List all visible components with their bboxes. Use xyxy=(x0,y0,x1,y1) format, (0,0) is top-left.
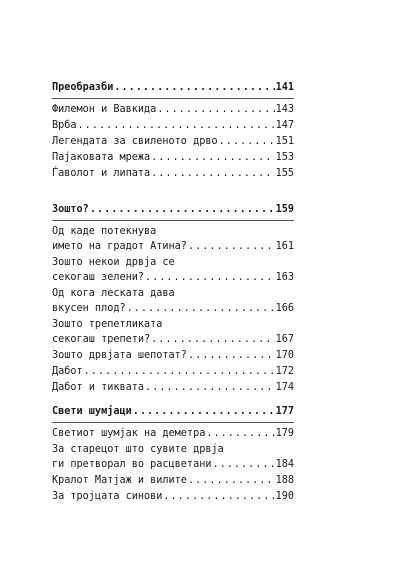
toc-entry[interactable] xyxy=(52,364,294,379)
section-title: Преобразби xyxy=(52,82,114,93)
entry-page-number: 172 xyxy=(275,366,294,377)
dot-leader xyxy=(188,348,275,363)
entry-title: Дабот xyxy=(52,366,83,377)
entry-page-number: 163 xyxy=(275,272,294,283)
toc-entry[interactable] xyxy=(52,489,294,504)
entry-page-number: 155 xyxy=(275,168,294,179)
toc-entry[interactable] xyxy=(52,380,294,395)
entry-title: Врба xyxy=(52,120,77,131)
dot-leader xyxy=(212,457,274,472)
section-heading[interactable] xyxy=(52,80,294,95)
toc-entry[interactable] xyxy=(52,473,294,488)
toc-entry[interactable] xyxy=(52,224,294,254)
section-page-number: 141 xyxy=(275,82,294,93)
toc-entry[interactable] xyxy=(52,317,294,347)
entry-page-number: 184 xyxy=(275,459,294,470)
dot-leader xyxy=(151,332,274,347)
entry-title-line: За старецот што сувите дрвја xyxy=(52,444,224,455)
entry-title-line: Од каде потекнува xyxy=(52,226,157,237)
section-heading[interactable] xyxy=(52,404,294,419)
dot-leader xyxy=(188,473,275,488)
entry-title: Ѓаволот и липата xyxy=(52,168,151,179)
entry-title: Зошто дрвјата шепотат? xyxy=(52,350,187,361)
entry-page-number: 174 xyxy=(275,382,294,393)
dot-leader xyxy=(151,150,274,165)
dot-leader xyxy=(127,301,275,316)
entry-page-number: 167 xyxy=(275,334,294,345)
entry-title: Пајаковата мрежа xyxy=(52,152,151,163)
entry-page-number: 179 xyxy=(275,428,294,439)
dot-leader xyxy=(145,270,275,285)
dot-leader xyxy=(163,489,274,504)
entry-title: Филемон и Вавкида xyxy=(52,104,157,115)
entry-title-line: Зошто некои дрвја се xyxy=(52,257,175,268)
entry-title: Дабот и тиквата xyxy=(52,382,145,393)
toc-section-3 xyxy=(52,404,294,505)
dot-leader xyxy=(90,202,275,217)
entry-page-number: 147 xyxy=(275,120,294,131)
section-page-number: 177 xyxy=(275,406,294,417)
entry-title: вкусен плод? xyxy=(52,303,126,314)
entry-title: ги претворал во расцветани xyxy=(52,459,212,470)
entry-page-number: 190 xyxy=(275,491,294,502)
entry-page-number: 151 xyxy=(275,136,294,147)
dot-leader xyxy=(114,80,274,95)
entry-page-number: 143 xyxy=(275,104,294,115)
toc-entry[interactable] xyxy=(52,166,294,181)
section-title: Свети шумјаци xyxy=(52,406,132,417)
section-divider xyxy=(52,98,294,99)
toc-entry[interactable] xyxy=(52,118,294,133)
toc-section-1 xyxy=(52,80,294,182)
toc-entry[interactable] xyxy=(52,134,294,149)
entry-title: Легендата за свиленото дрво xyxy=(52,136,218,147)
dot-leader xyxy=(151,166,274,181)
section-title: Зошто? xyxy=(52,204,89,215)
dot-leader xyxy=(78,118,275,133)
toc-entry[interactable] xyxy=(52,442,294,472)
dot-leader xyxy=(133,404,275,419)
toc-entry[interactable] xyxy=(52,348,294,363)
section-divider xyxy=(52,422,294,423)
dot-leader xyxy=(157,102,274,117)
dot-leader xyxy=(188,239,275,254)
entry-page-number: 166 xyxy=(275,303,294,314)
dot-leader xyxy=(84,364,275,379)
entry-title: Кралот Матјаж и вилите xyxy=(52,475,187,486)
toc-entry[interactable] xyxy=(52,426,294,441)
section-heading[interactable] xyxy=(52,202,294,217)
entry-page-number: 153 xyxy=(275,152,294,163)
dot-leader xyxy=(219,134,275,149)
toc-entry[interactable] xyxy=(52,102,294,117)
entry-title: името на градот Атина? xyxy=(52,241,187,252)
entry-title-line: Од кога леската дава xyxy=(52,288,175,299)
entry-title: секогаш зелени? xyxy=(52,272,145,283)
section-page-number: 159 xyxy=(275,204,294,215)
toc-section-2 xyxy=(52,202,294,396)
entry-title: Светиот шумјак на деметра xyxy=(52,428,206,439)
toc-entry[interactable] xyxy=(52,286,294,316)
entry-title: секогаш трепети? xyxy=(52,334,151,345)
entry-page-number: 170 xyxy=(275,350,294,361)
entry-title: За тројцата синови xyxy=(52,491,163,502)
dot-leader xyxy=(145,380,275,395)
entry-title-line: Зошто трепетликата xyxy=(52,319,163,330)
entry-page-number: 188 xyxy=(275,475,294,486)
toc-entry[interactable] xyxy=(52,150,294,165)
entry-page-number: 161 xyxy=(275,241,294,252)
section-divider xyxy=(52,220,294,221)
dot-leader xyxy=(206,426,274,441)
toc-entry[interactable] xyxy=(52,255,294,285)
